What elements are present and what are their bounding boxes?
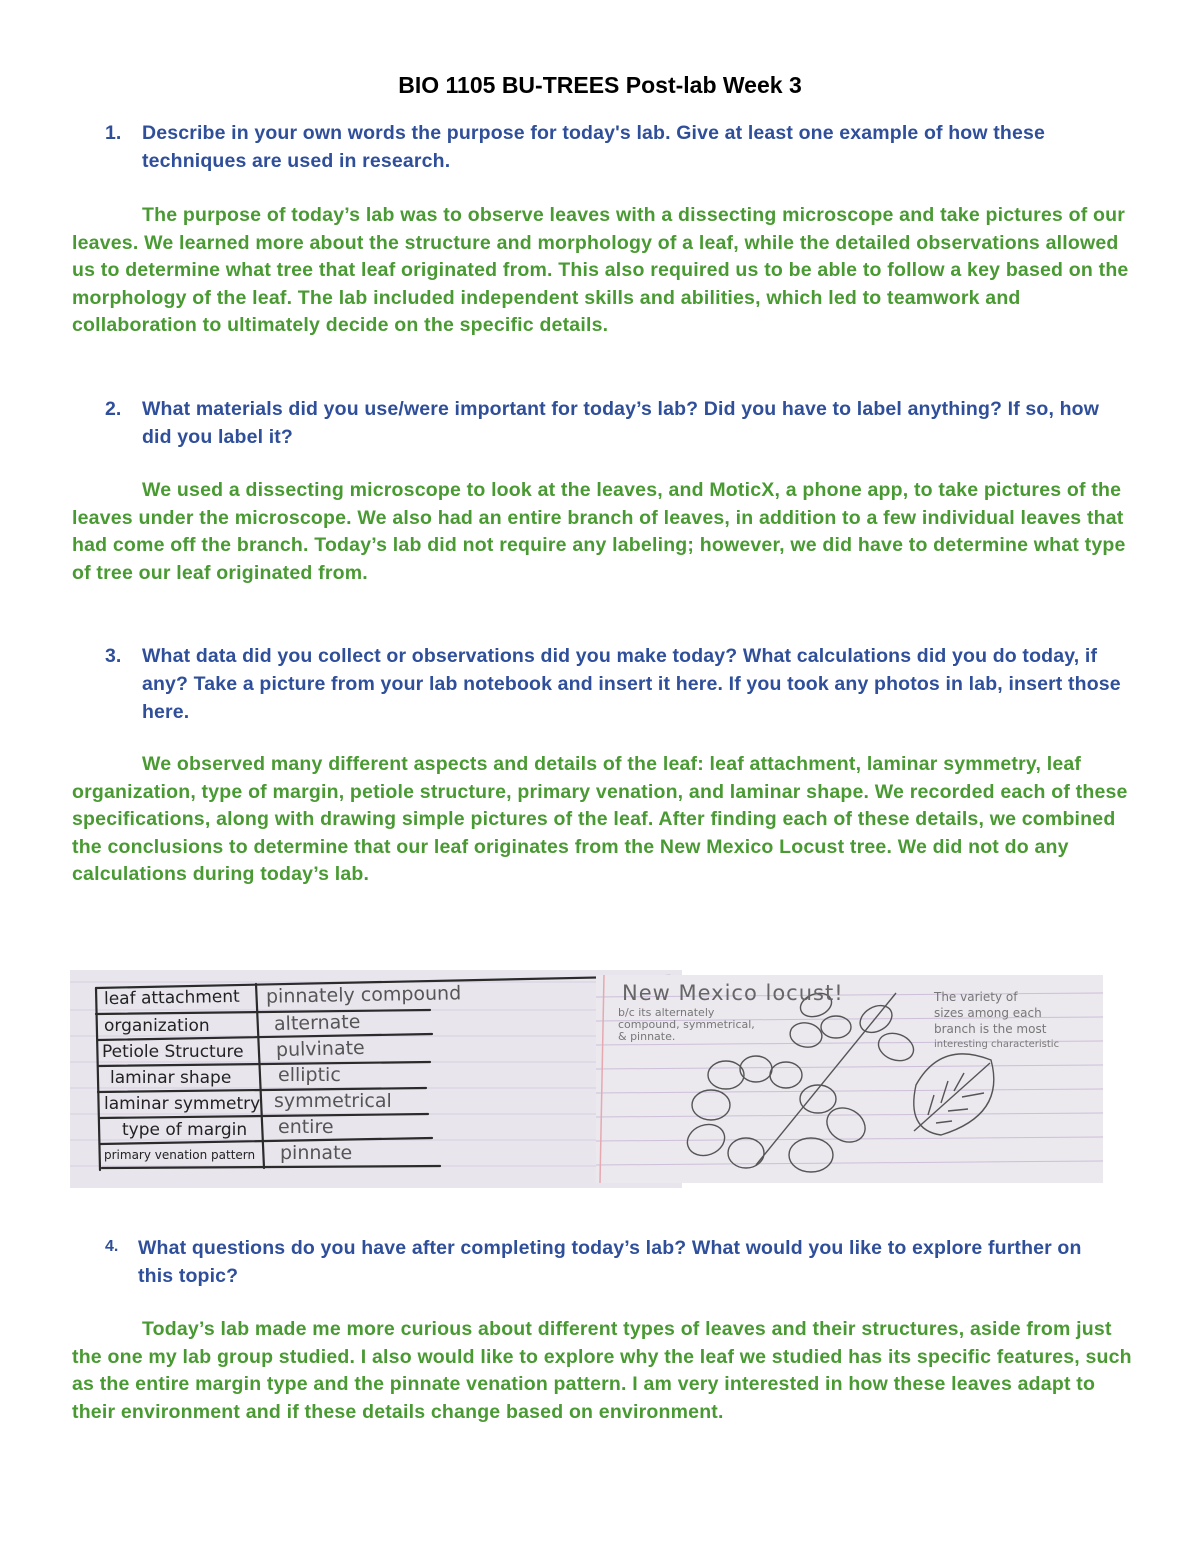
question-3-number: 3. (105, 645, 122, 667)
question-3-text: What data did you collect or observations did you make today? What calculations did you do today, if any? Take a picture from your lab notebook and insert it here. If you took any photos in lab, insert those here. (142, 645, 1121, 723)
notebook-sketch-photo (596, 975, 1103, 1183)
notebook-row-label: organization (104, 1016, 210, 1036)
notebook-row-value: pinnately compound (265, 982, 462, 1008)
notebook-table-photo (70, 970, 682, 1188)
sketch-note-right-line: sizes among each (934, 1006, 1042, 1020)
answer-3: We observed many different aspects and details of the leaf: leaf attachment, laminar symmetry, leaf organization, type of margin, petiole structure, primary venation, and laminar shape. We recorded each of these specifications, along with drawing simple pictures of the leaf. After finding each of these details, we combined the conclusions to determine that our leaf originates from the New Mexico Locust tree. We did not do any calculations during today’s lab. (72, 753, 1128, 885)
sketch-note-left-line: & pinnate. (618, 1030, 676, 1043)
question-4-text: What questions do you have after completing today’s lab? What would you like to explore further on this topic? (138, 1237, 1082, 1287)
sketch-heading: New Mexico locust! (622, 981, 844, 1005)
sketch-note-right-line: interesting characteristic (934, 1039, 1060, 1050)
notebook-row-value: pinnate (280, 1142, 353, 1164)
question-1-number: 1. (105, 122, 122, 144)
page-title: BIO 1105 BU-TREES Post-lab Week 3 (398, 72, 802, 98)
notebook-row-label: Petiole Structure (102, 1042, 244, 1062)
sketch-note-right-line: The variety of (934, 990, 1018, 1004)
notebook-row-value: entire (278, 1116, 334, 1138)
notebook-row-label: laminar symmetry (104, 1094, 261, 1114)
notebook-row-value: pulvinate (275, 1036, 366, 1062)
question-2-text: What materials did you use/were important for today’s lab? Did you have to label anything? If so, how did you label it? (142, 398, 1100, 448)
notebook-row-label: primary venation pattern (104, 1148, 256, 1162)
sketch-note-left-line: compound, symmetrical, (618, 1018, 755, 1031)
notebook-row-value: alternate (273, 1010, 361, 1036)
question-1-text: Describe in your own words the purpose for today's lab. Give at least one example of how these techniques are used in research. (142, 122, 1045, 172)
sketch-note-left-line: b/c its alternately (618, 1006, 715, 1019)
notebook-row-label: leaf attachment (103, 986, 240, 1010)
answer-4: Today’s lab made me more curious about different types of leaves and their structures, aside from just the one my lab group studied. I also would like to explore why the leaf we studied has its specific features, such as the entire margin type and the pinnate venation pattern. I am very interested in how these leaves adapt to their environment and if these details change based on environment. (72, 1318, 1132, 1423)
notebook-row-value: elliptic (278, 1064, 341, 1086)
notebook-row-label: laminar shape (110, 1068, 232, 1088)
sketch-note-right (934, 989, 1059, 1053)
answer-2: We used a dissecting microscope to look at the leaves, and MoticX, a phone app, to take pictures of the leaves under the microscope. We also had an entire branch of leaves, in addition to a few individual leaves that had come off the branch. Today’s lab did not require any labeling; however, we did have to determine what type of tree our leaf originated from. (72, 479, 1126, 584)
notebook-table-rows (70, 970, 682, 1188)
question-2-number: 2. (105, 398, 122, 420)
sketch-note-right-line: branch is the most (934, 1022, 1047, 1036)
notebook-row (104, 987, 240, 1009)
question-4-number: 4. (105, 1238, 119, 1255)
sketch-note-left (618, 1007, 755, 1043)
notebook-row-label: type of margin (122, 1120, 248, 1140)
notebook-row-value: symmetrical (274, 1090, 392, 1112)
answer-1: The purpose of today’s lab was to observe leaves with a dissecting microscope and take pictures of our leaves. We learned more about the structure and morphology of a leaf, while the detailed observations allowed us to determine what tree that leaf originated from. This also required us to be able to follow a key based on the morphology of the leaf. The lab included independent skills and abilities, which led to teamwork and collaboration to ultimately decide on the specific details. (72, 204, 1129, 336)
